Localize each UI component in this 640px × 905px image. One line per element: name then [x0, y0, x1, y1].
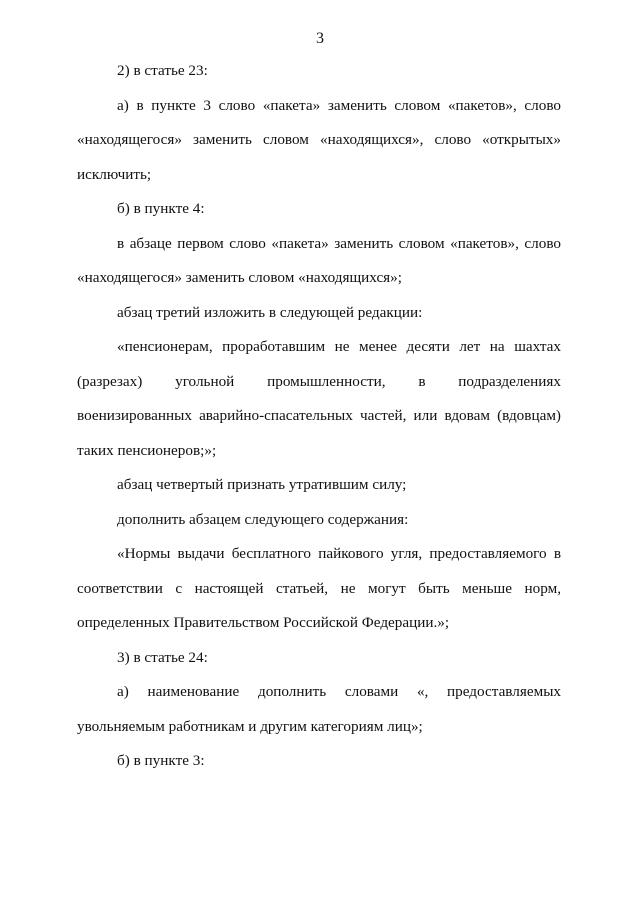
paragraph-item-a-title-addition: а) наименование дополнить словами «, предоставляемых увольняемым работникам и другим категориям лиц»; [77, 683, 561, 735]
paragraph-pensioners-quote: «пенсионерам, проработавшим не менее десяти лет на шахтах (разрезах) угольной промышленности, в подразделениях военизированных аварийно-спасательных частей, или вдовам (вдовцам) таких пенсионеров;»; [77, 338, 561, 459]
paragraph-third-subparagraph-heading: абзац третий изложить в следующей редакции: [117, 303, 423, 321]
paragraph-coal-norms-quote: «Нормы выдачи бесплатного пайкового угля, предоставляемого в соответствии с настоящей статьей, не могут быть меньше норм, определенных Правительством Российской Федерации.»; [77, 545, 561, 631]
page-number: 3 [316, 30, 324, 47]
document-body [77, 54, 561, 779]
paragraph-item-b-point-3: б) в пункте 3: [117, 752, 205, 769]
paragraph-add-subparagraph: дополнить абзацем следующего содержания: [117, 510, 409, 528]
paragraph-item-a-point-3: а) в пункте 3 слово «пакета» заменить словом «пакетов», слово «находящегося» заменить словом «находящихся», слово «открытых» исключить; [77, 96, 561, 183]
paragraph-item-b-point-4: б) в пункте 4: [117, 200, 205, 217]
paragraph-article-24-heading: 3) в статье 24: [117, 648, 208, 666]
paragraph-first-subparagraph-change: в абзаце первом слово «пакета» заменить словом «пакетов», слово «находящегося» заменить словом «находящихся»; [77, 234, 561, 286]
paragraph-article-23-heading: 2) в статье 23: [117, 62, 208, 79]
paragraph-fourth-subparagraph-void: абзац четвертый признать утратившим силу; [117, 476, 407, 493]
